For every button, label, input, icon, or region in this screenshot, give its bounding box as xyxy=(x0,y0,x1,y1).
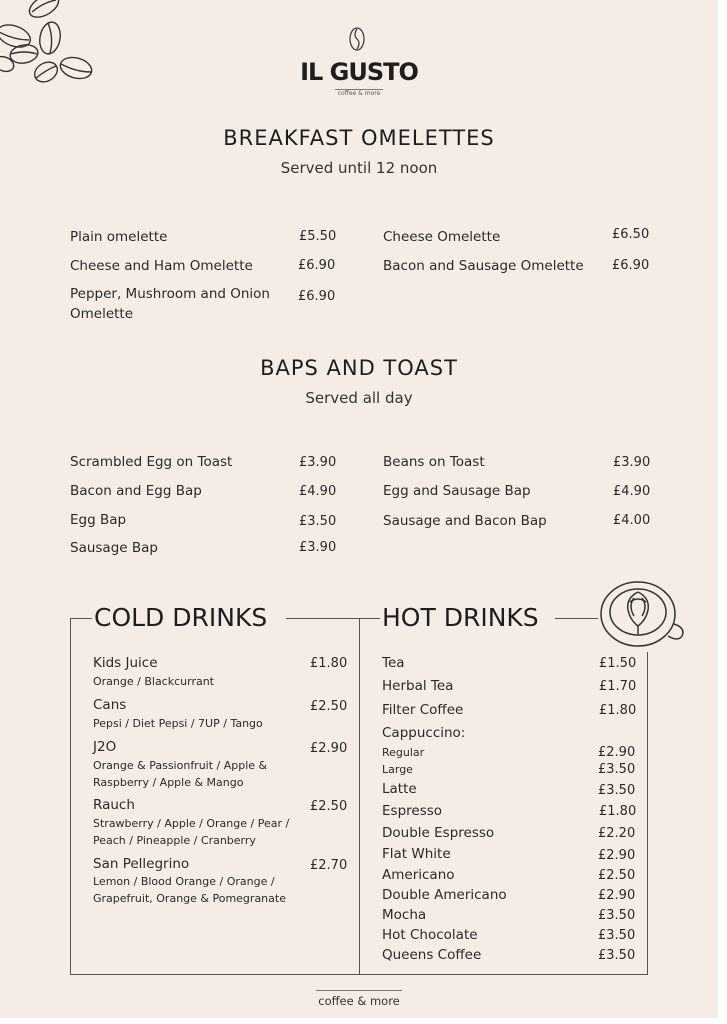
frame-top-border xyxy=(286,618,380,619)
drink-price: £2.90 xyxy=(598,888,636,903)
drink-price: £3.50 xyxy=(598,948,636,963)
menu-item-name: Sausage and Bacon Bap xyxy=(383,513,547,529)
omelettes-subtitle: Served until 12 noon xyxy=(280,159,438,177)
hot-drinks-title: HOT DRINKS xyxy=(382,603,539,632)
column-divider xyxy=(359,618,360,975)
drink-price: £3.50 xyxy=(598,783,636,798)
coffee-beans-icon xyxy=(0,0,98,96)
omelettes-title: BREAKFAST OMELETTES xyxy=(223,126,495,150)
drink-name: Espresso xyxy=(382,803,443,819)
drink-price: £2.50 xyxy=(310,699,348,714)
footer-divider xyxy=(316,990,402,991)
drink-name: Kids Juice xyxy=(93,655,158,671)
menu-item-price: £3.90 xyxy=(613,455,651,470)
drink-name: Latte xyxy=(382,781,417,797)
menu-item-name: Cheese Omelette xyxy=(383,229,501,245)
menu-item-name: Bacon and Sausage Omelette xyxy=(383,258,584,274)
drink-name: Tea xyxy=(382,655,405,671)
menu-item-name: Sausage Bap xyxy=(70,540,158,556)
drink-price: £2.90 xyxy=(598,848,636,863)
drink-size: Large xyxy=(382,763,413,776)
drink-options: Grapefruit, Orange & Pomegranate xyxy=(93,892,286,905)
menu-item-name: Beans on Toast xyxy=(383,454,485,470)
drink-name: San Pellegrino xyxy=(93,856,190,872)
menu-item-price: £5.50 xyxy=(299,229,337,244)
drink-name: Double Espresso xyxy=(382,825,495,841)
frame-top-border xyxy=(70,618,92,619)
brand-logo: IL GUSTO xyxy=(300,58,418,86)
drink-name: Rauch xyxy=(93,797,135,813)
menu-item-name: Plain omelette xyxy=(70,229,168,245)
footer-tagline: coffee & more xyxy=(318,994,400,1008)
drink-price: £1.80 xyxy=(599,703,637,718)
drink-options: Peach / Pineapple / Cranberry xyxy=(93,834,256,847)
coffee-bean-logo-icon xyxy=(345,26,369,52)
drink-options: Strawberry / Apple / Orange / Pear / xyxy=(93,817,290,830)
menu-item-price: £6.50 xyxy=(612,227,650,242)
menu-item-price: £6.90 xyxy=(298,258,336,273)
drink-name: Cans xyxy=(93,697,127,713)
drink-options: Orange & Passionfruit / Apple & xyxy=(93,759,268,772)
drink-price: £1.80 xyxy=(599,804,637,819)
baps-title: BAPS AND TOAST xyxy=(260,356,458,380)
drink-price: £2.20 xyxy=(598,826,636,841)
drink-name: Hot Chocolate xyxy=(382,927,478,943)
drink-name: J2O xyxy=(93,739,117,755)
drink-price: £2.50 xyxy=(598,868,636,883)
drink-options: Orange / Blackcurrant xyxy=(93,675,214,688)
menu-item-name: Egg and Sausage Bap xyxy=(383,483,531,499)
menu-item-name: Cheese and Ham Omelette xyxy=(70,258,253,274)
drink-options: Lemon / Blood Orange / Orange / xyxy=(93,875,275,888)
menu-item-price: £3.90 xyxy=(299,540,337,555)
cold-drinks-title: COLD DRINKS xyxy=(94,603,268,632)
drink-price: £1.70 xyxy=(599,679,637,694)
drink-name: Double Americano xyxy=(382,887,507,903)
drink-name: Americano xyxy=(382,867,455,883)
drink-options: Pepsi / Diet Pepsi / 7UP / Tango xyxy=(93,717,263,730)
menu-item-price: £4.00 xyxy=(613,513,651,528)
brand-tagline: coffee & more xyxy=(337,90,381,97)
menu-item-price: £6.90 xyxy=(612,258,650,273)
menu-item-price: £4.90 xyxy=(299,484,337,499)
drink-price: £1.80 xyxy=(310,656,348,671)
drink-price: £2.70 xyxy=(310,858,348,873)
drink-price: £2.50 xyxy=(310,799,348,814)
drink-price: £3.50 xyxy=(598,908,636,923)
drink-name: Flat White xyxy=(382,846,451,862)
menu-item-name: Pepper, Mushroom and Onion Omelette xyxy=(70,286,270,322)
drink-price: £3.50 xyxy=(598,762,636,777)
frame-top-border xyxy=(555,618,599,619)
menu-item-name: Bacon and Egg Bap xyxy=(70,483,202,499)
drink-price: £2.90 xyxy=(310,741,348,756)
drink-price: £1.50 xyxy=(599,656,637,671)
drink-name: Filter Coffee xyxy=(382,702,464,718)
drink-name: Mocha xyxy=(382,907,427,923)
drink-name: Herbal Tea xyxy=(382,678,454,694)
drink-name: Cappuccino: xyxy=(382,725,466,741)
menu-item-price: £6.90 xyxy=(298,289,336,304)
latte-art-cup-icon xyxy=(598,576,688,652)
menu-item-name: Egg Bap xyxy=(70,512,127,528)
menu-item-price: £3.90 xyxy=(299,455,337,470)
baps-subtitle: Served all day xyxy=(305,389,413,407)
drink-options: Raspberry / Apple & Mango xyxy=(93,776,244,789)
drink-size: Regular xyxy=(382,746,425,759)
drink-price: £2.90 xyxy=(598,745,636,760)
menu-item-price: £3.50 xyxy=(299,514,337,529)
menu-item-name: Scrambled Egg on Toast xyxy=(70,454,233,470)
drink-price: £3.50 xyxy=(598,928,636,943)
menu-item-price: £4.90 xyxy=(613,484,651,499)
drink-name: Queens Coffee xyxy=(382,947,482,963)
